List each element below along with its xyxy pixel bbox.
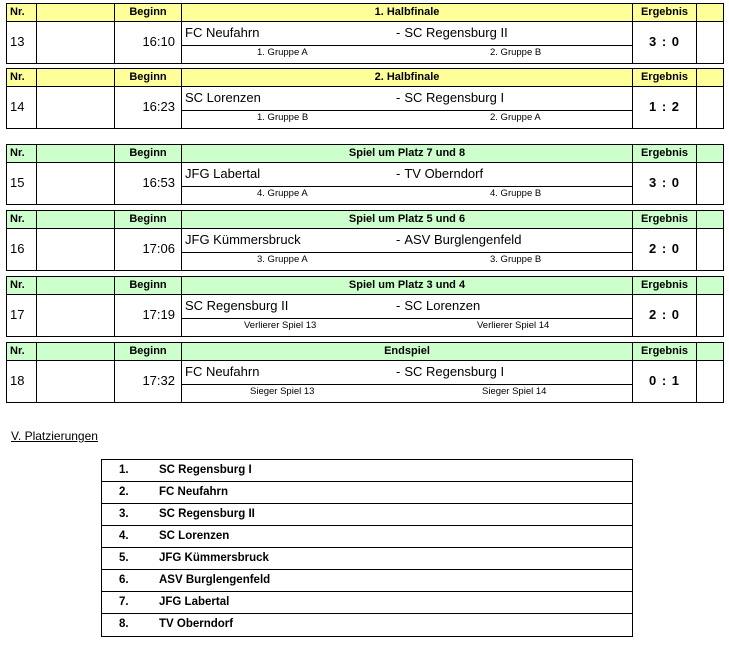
- match-nr: 14: [7, 87, 37, 128]
- team-b: ASV Burglengenfeld: [404, 232, 522, 247]
- match-result: 3 : 0: [633, 22, 697, 63]
- header-ergebnis: Ergebnis: [633, 4, 697, 21]
- match-result: 3 : 0: [633, 163, 697, 204]
- match-header: [6, 276, 724, 295]
- match-result: 2 : 0: [633, 229, 697, 270]
- header-nr: Nr.: [7, 343, 37, 360]
- table-row: [102, 482, 632, 504]
- match-title: Spiel um Platz 7 und 8: [182, 145, 633, 162]
- match-time: 16:23: [115, 87, 182, 128]
- team-b-origin: Verlierer Spiel 14: [477, 320, 550, 331]
- match-result: 1 : 2: [633, 87, 697, 128]
- team-a: FC Neufahrn: [185, 25, 260, 40]
- header-nr: Nr.: [7, 69, 37, 86]
- team-a-origin: Sieger Spiel 13: [250, 386, 315, 397]
- rank-team: SC Regensburg I: [159, 464, 252, 476]
- match-block-15: [6, 144, 724, 205]
- match-title: 2. Halbfinale: [182, 69, 633, 86]
- team-b: SC Regensburg I: [404, 364, 505, 379]
- match-nr: 17: [7, 295, 37, 336]
- match-row: 17 17:19 SC Regensburg II - SC Lorenzen Verlierer Spiel 13 Verlierer Spiel 14 2 : 0: [6, 295, 724, 337]
- header-nr: Nr.: [7, 4, 37, 21]
- match-result: 2 : 0: [633, 295, 697, 336]
- table-row: [102, 614, 632, 636]
- header-nr: Nr.: [7, 277, 37, 294]
- header-ergebnis: Ergebnis: [633, 145, 697, 162]
- match-time: 16:53: [115, 163, 182, 204]
- match-row: 15 16:53 JFG Labertal - TV Oberndorf 4. Gruppe A 4. Gruppe B 3 : 0: [6, 163, 724, 205]
- rank-position: 6.: [119, 574, 129, 586]
- table-row: [102, 570, 632, 592]
- rank-position: 1.: [119, 464, 129, 476]
- team-a: FC Neufahrn: [185, 364, 260, 379]
- match-block-14: [6, 68, 724, 129]
- team-a: JFG Kümmersbruck: [185, 232, 301, 247]
- match-nr: 18: [7, 361, 37, 402]
- match-time: 16:10: [115, 22, 182, 63]
- header-ergebnis: Ergebnis: [633, 343, 697, 360]
- team-b-origin: 2. Gruppe A: [490, 112, 541, 123]
- rank-team: SC Lorenzen: [159, 530, 230, 542]
- match-nr: 15: [7, 163, 37, 204]
- match-time: 17:06: [115, 229, 182, 270]
- table-row: [102, 504, 632, 526]
- match-nr: 16: [7, 229, 37, 270]
- rank-position: 4.: [119, 530, 129, 542]
- rank-team: SC Regensburg II: [159, 508, 255, 520]
- header-ergebnis: Ergebnis: [633, 69, 697, 86]
- header-beginn: Beginn: [115, 145, 182, 162]
- header-beginn: Beginn: [115, 211, 182, 228]
- match-block-13: [6, 3, 724, 64]
- team-a-origin: 3. Gruppe A: [257, 254, 308, 265]
- rank-position: 2.: [119, 486, 129, 498]
- team-a-origin: 1. Gruppe B: [257, 112, 309, 123]
- team-a: SC Regensburg II: [185, 298, 289, 313]
- rank-position: 8.: [119, 618, 129, 630]
- header-beginn: Beginn: [115, 4, 182, 21]
- header-beginn: Beginn: [115, 277, 182, 294]
- match-result: 0 : 1: [633, 361, 697, 402]
- match-title: Spiel um Platz 3 und 4: [182, 277, 633, 294]
- match-header: [6, 144, 724, 163]
- team-b: TV Oberndorf: [404, 166, 484, 181]
- rank-position: 5.: [119, 552, 129, 564]
- match-row: 13 16:10 FC Neufahrn - SC Regensburg II 1. Gruppe A 2. Gruppe B 3 : 0: [6, 22, 724, 64]
- placements-table: [101, 459, 633, 637]
- team-b-origin: 3. Gruppe B: [490, 254, 542, 265]
- rank-position: 3.: [119, 508, 129, 520]
- match-header: [6, 210, 724, 229]
- team-b: SC Lorenzen: [404, 298, 481, 313]
- header-nr: Nr.: [7, 211, 37, 228]
- team-a-origin: 1. Gruppe A: [257, 47, 308, 58]
- table-row: [102, 592, 632, 614]
- rank-team: TV Oberndorf: [159, 618, 234, 630]
- match-time: 17:32: [115, 361, 182, 402]
- match-header: [6, 3, 724, 22]
- rank-position: 7.: [119, 596, 129, 608]
- table-row: [102, 548, 632, 570]
- placements-title: V. Platzierungen: [11, 429, 98, 443]
- team-b: SC Regensburg II: [404, 25, 508, 40]
- header-beginn: Beginn: [115, 69, 182, 86]
- header-ergebnis: Ergebnis: [633, 277, 697, 294]
- match-time: 17:19: [115, 295, 182, 336]
- match-title: Endspiel: [182, 343, 633, 360]
- team-a-origin: Verlierer Spiel 13: [244, 320, 317, 331]
- team-b: SC Regensburg I: [404, 90, 505, 105]
- match-block-16: [6, 210, 724, 271]
- team-b-origin: Sieger Spiel 14: [482, 386, 547, 397]
- table-row: [102, 460, 632, 482]
- rank-team: JFG Labertal: [159, 596, 230, 608]
- table-row: [102, 526, 632, 548]
- team-a: SC Lorenzen: [185, 90, 261, 105]
- rank-team: ASV Burglengenfeld: [159, 574, 271, 586]
- match-row: 16 17:06 JFG Kümmersbruck - ASV Burglengenfeld 3. Gruppe A 3. Gruppe B 2 : 0: [6, 229, 724, 271]
- rank-team: JFG Kümmersbruck: [159, 552, 269, 564]
- match-block-18: [6, 342, 724, 403]
- header-nr: Nr.: [7, 145, 37, 162]
- team-a-origin: 4. Gruppe A: [257, 188, 308, 199]
- match-nr: 13: [7, 22, 37, 63]
- match-block-17: [6, 276, 724, 337]
- match-row: 14 16:23 SC Lorenzen - SC Regensburg I 1. Gruppe B 2. Gruppe A 1 : 2: [6, 87, 724, 129]
- match-title: Spiel um Platz 5 und 6: [182, 211, 633, 228]
- team-a: JFG Labertal: [185, 166, 261, 181]
- team-b-origin: 2. Gruppe B: [490, 47, 542, 58]
- match-row: 18 17:32 FC Neufahrn - SC Regensburg I Sieger Spiel 13 Sieger Spiel 14 0 : 1: [6, 361, 724, 403]
- team-b-origin: 4. Gruppe B: [490, 188, 542, 199]
- header-ergebnis: Ergebnis: [633, 211, 697, 228]
- rank-team: FC Neufahrn: [159, 486, 228, 498]
- match-header: [6, 342, 724, 361]
- match-header: [6, 68, 724, 87]
- match-title: 1. Halbfinale: [182, 4, 633, 21]
- header-beginn: Beginn: [115, 343, 182, 360]
